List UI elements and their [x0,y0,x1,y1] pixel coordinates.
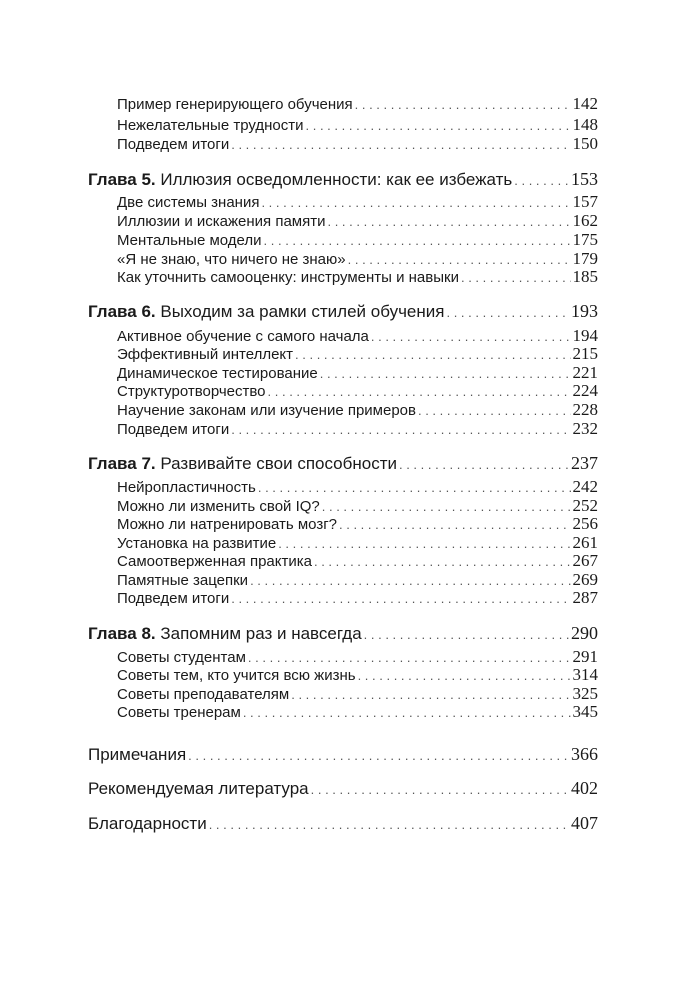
toc-entry-title: Можно ли натренировать мозг? [117,516,338,533]
toc-page-number: 157 [572,192,598,211]
toc-entry[interactable] [117,571,598,590]
dot-leader [514,172,569,190]
dot-leader [295,346,570,364]
chapter-number: Глава 8. [88,624,156,643]
toc-entry[interactable] [117,666,598,685]
dot-leader [258,479,571,497]
dot-leader [322,498,571,516]
dot-leader [306,117,571,135]
dot-leader [268,383,571,401]
toc-chapter-7[interactable] [88,454,598,474]
toc-page-number: 175 [572,230,598,249]
toc-page-number: 407 [571,813,598,833]
toc-entry-title: «Я не знаю, что ничего не знаю» [117,251,346,268]
toc-entry-title: Советы тем, кто учится всю жизнь [117,667,356,684]
toc-page-number: 325 [572,684,598,703]
toc-acknowledgements[interactable] [88,814,598,834]
toc-page-number: 267 [572,551,598,570]
toc-entry-title: Активное обучение с самого начала [117,328,369,345]
toc-entry[interactable] [117,116,598,135]
toc-entry-title: Две системы знания [117,194,260,211]
toc-entry-title: Как уточнить самооценку: инструменты и навыки [117,269,459,286]
toc-entry[interactable] [117,250,598,269]
toc-page-number: 162 [572,211,598,230]
dot-leader [311,781,569,799]
dot-leader [364,626,569,644]
toc-page-number: 252 [572,496,598,515]
toc-page-number: 291 [572,647,598,666]
toc-page-number: 194 [572,326,598,345]
toc-entry[interactable] [117,478,598,497]
toc-page-number: 153 [571,169,598,189]
toc-entry-title: Нежелательные трудности [117,117,304,134]
toc-entry-title: Ментальные модели [117,232,262,249]
dot-leader [355,96,571,114]
toc-entry[interactable] [117,648,598,667]
dot-leader [231,421,570,439]
dot-leader [231,590,570,608]
toc-entry-title: Динамическое тестирование [117,365,318,382]
toc-page-number: 221 [572,363,598,382]
dot-leader [327,213,570,231]
toc-entry-title: Подведем итоги [117,136,230,153]
toc-page-number: 345 [572,702,598,721]
toc-entry[interactable] [117,515,598,534]
toc-page-number: 287 [572,588,598,607]
toc-chapter-5[interactable] [88,170,598,190]
dot-leader [209,816,569,834]
toc-entry[interactable] [117,497,598,516]
dot-leader [418,402,571,420]
toc-page-number: 256 [572,514,598,533]
toc-page-number: 290 [571,623,598,643]
dot-leader [250,572,570,590]
chapter-number: Глава 6. [88,302,156,321]
toc-entry[interactable] [117,382,598,401]
toc-page-number: 148 [572,115,598,134]
toc-entry[interactable] [117,95,598,114]
toc-entry[interactable] [117,401,598,420]
toc-entry-title: Советы тренерам [117,704,241,721]
toc-entry[interactable] [117,345,598,364]
toc-entry-title: Подведем итоги [117,590,230,607]
toc-entry[interactable] [117,589,598,608]
toc-entry-title: Подведем итоги [117,421,230,438]
toc-entry[interactable] [117,420,598,439]
toc-entry[interactable] [117,685,598,704]
dot-leader [320,365,571,383]
toc-page-number: 142 [572,94,598,113]
toc-page-number: 269 [572,570,598,589]
toc-page-number: 366 [571,744,598,764]
toc-notes[interactable] [88,745,598,765]
toc-page-number: 193 [571,301,598,321]
toc-entry-title: Благодарности [88,814,207,833]
chapter-number: Глава 5. [88,170,156,189]
toc-entry-title: Структуротворчество [117,383,266,400]
dot-leader [348,251,571,269]
chapter-title: Запомним раз и навсегда [160,624,362,643]
toc-entry[interactable] [117,327,598,346]
toc-entry-title: Можно ли изменить свой IQ? [117,498,320,515]
toc-page-number: 237 [571,453,598,473]
dot-leader [261,194,570,212]
toc-entry-title: Пример генерирующего обучения [117,96,353,113]
toc-entry-title: Памятные зацепки [117,572,249,589]
toc-entry-title: Установка на развитие [117,535,277,552]
toc-entry[interactable] [117,364,598,383]
chapter-title: Выходим за рамки стилей обучения [160,302,445,321]
toc-entry[interactable] [117,703,598,722]
dot-leader [231,136,570,154]
dot-leader [446,304,569,322]
toc-page-number: 261 [572,533,598,552]
toc-entry-title: Самоотверженная практика [117,553,312,570]
chapter-title: Развивайте свои способности [160,454,397,473]
toc-entry-title: Научение законам или изучение примеров [117,402,416,419]
dot-leader [399,456,569,474]
toc-page-number: 242 [572,477,598,496]
chapter-title: Иллюзия осведомленности: как ее избежать [160,170,513,189]
dot-leader [291,686,570,704]
toc-page-number: 228 [572,400,598,419]
toc-page-number: 185 [572,267,598,286]
toc-entry[interactable] [117,268,598,287]
toc-entry[interactable] [117,212,598,231]
toc-entry-title: Иллюзии и искажения памяти [117,213,326,230]
dot-leader [461,269,571,287]
dot-leader [243,704,571,722]
toc-page-number: 314 [572,665,598,684]
dot-leader [188,747,569,765]
toc-entry[interactable] [117,552,598,571]
dot-leader [278,535,570,553]
toc-entry-title: Эффективный интеллект [117,346,294,363]
dot-leader [314,553,571,571]
toc-entry-title: Рекомендуемая литература [88,779,309,798]
chapter-number: Глава 7. [88,454,156,473]
toc-entry[interactable] [117,534,598,553]
toc-entry[interactable] [117,135,598,154]
dot-leader [371,328,571,346]
toc-entry-title: Примечания [88,745,187,764]
dot-leader [248,649,571,667]
toc-page-number: 215 [572,344,598,363]
toc-entry[interactable] [117,193,598,212]
dot-leader [339,516,570,534]
toc-page-number: 150 [572,134,598,153]
toc-recommended-reading[interactable] [88,779,598,799]
dot-leader [264,232,571,250]
dot-leader [358,667,571,685]
toc-page-number: 179 [572,249,598,268]
toc-entry-title: Советы преподавателям [117,686,290,703]
toc-chapter-6[interactable] [88,302,598,322]
toc-entry-title: Советы студентам [117,649,246,666]
toc-page-number: 402 [571,778,598,798]
toc-chapter-8[interactable] [88,624,598,644]
toc-entry[interactable] [117,231,598,250]
toc-entry-title: Нейропластичность [117,479,256,496]
toc-page-number: 224 [572,381,598,400]
toc-page-number: 232 [572,419,598,438]
